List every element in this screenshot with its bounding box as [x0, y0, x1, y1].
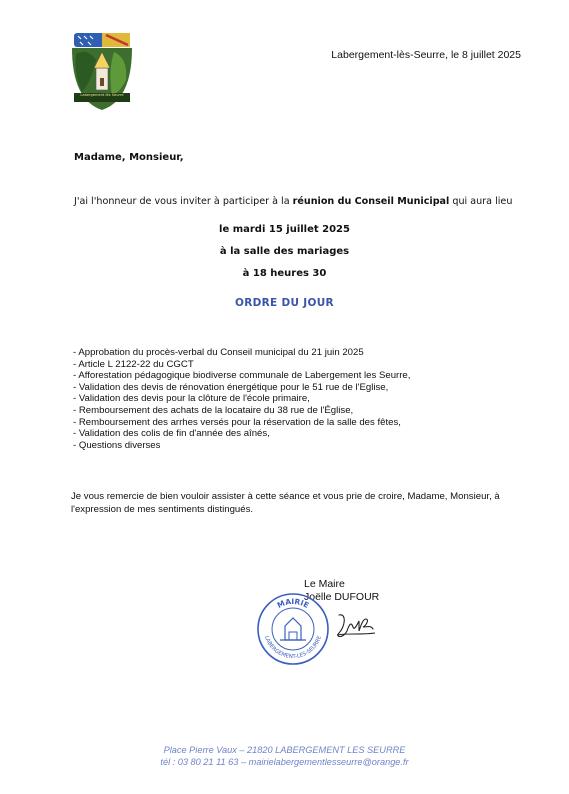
list-item: - Afforestation pédagogique biodiverse communale de Labergement les Seurre, [73, 370, 411, 382]
official-stamp [256, 592, 330, 666]
list-item: - Article L 2122-22 du CGCT [73, 358, 194, 370]
agenda-list [73, 347, 410, 451]
invitation-sentence [74, 196, 512, 207]
agenda-title: ORDRE DU JOUR [235, 297, 334, 309]
invite-bold: réunion du Conseil Municipal [292, 196, 450, 207]
footer-address: Place Pierre Vaux – 21820 LABERGEMENT LES SEURRE [163, 745, 406, 755]
salutation: Madame, Monsieur, [74, 152, 184, 163]
handwritten-signature [333, 607, 377, 643]
closing-paragraph: Je vous remercie de bien vouloir assister à cette séance et vous prie de croire, Madame, Monsieur, à l'expression de mes sentiments distingués. [71, 491, 500, 515]
list-item: - Remboursement des achats de la locataire du 38 rue de l'Église, [73, 404, 354, 416]
stamp-ring-text: LABERGEMENT-LES-SEURRE [263, 635, 323, 661]
meeting-time: à 18 heures 30 [242, 268, 327, 279]
list-item: - Remboursement des arrhes versés pour la réservation de la salle des fêtes, [73, 416, 401, 428]
place-and-date: Labergement-lès-Seurre, le 8 juillet 2025 [331, 49, 521, 61]
list-item: - Questions diverses [73, 439, 161, 451]
stamp-top-text: MAIRIE [275, 596, 311, 610]
list-item: - Validation des devis pour la clôture de l'école primaire, [73, 393, 310, 405]
logo-text: Labergement lès Seurre [80, 93, 124, 97]
meeting-place: à la salle des mariages [219, 246, 350, 257]
signatory-name: Joëlle DUFOUR [304, 591, 380, 603]
municipal-crest-logo [68, 30, 136, 112]
list-item: - Validation des devis de rénovation énergétique pour le 51 rue de l'Eglise, [73, 381, 389, 393]
meeting-date: le mardi 15 juillet 2025 [219, 224, 350, 235]
invite-prefix: J'ai l'honneur de vous inviter à participer à la [74, 196, 293, 207]
footer-contact: tél : 03 80 21 11 63 – mairielabergementlesseurre@orange.fr [160, 757, 409, 767]
invite-suffix: qui aura lieu [449, 196, 513, 207]
signatory-title: Le Maire [304, 578, 345, 590]
list-item: - Validation des colis de fin d'année des aînés, [73, 428, 270, 440]
list-item: - Approbation du procès-verbal du Conseil municipal du 21 juin 2025 [73, 347, 364, 358]
